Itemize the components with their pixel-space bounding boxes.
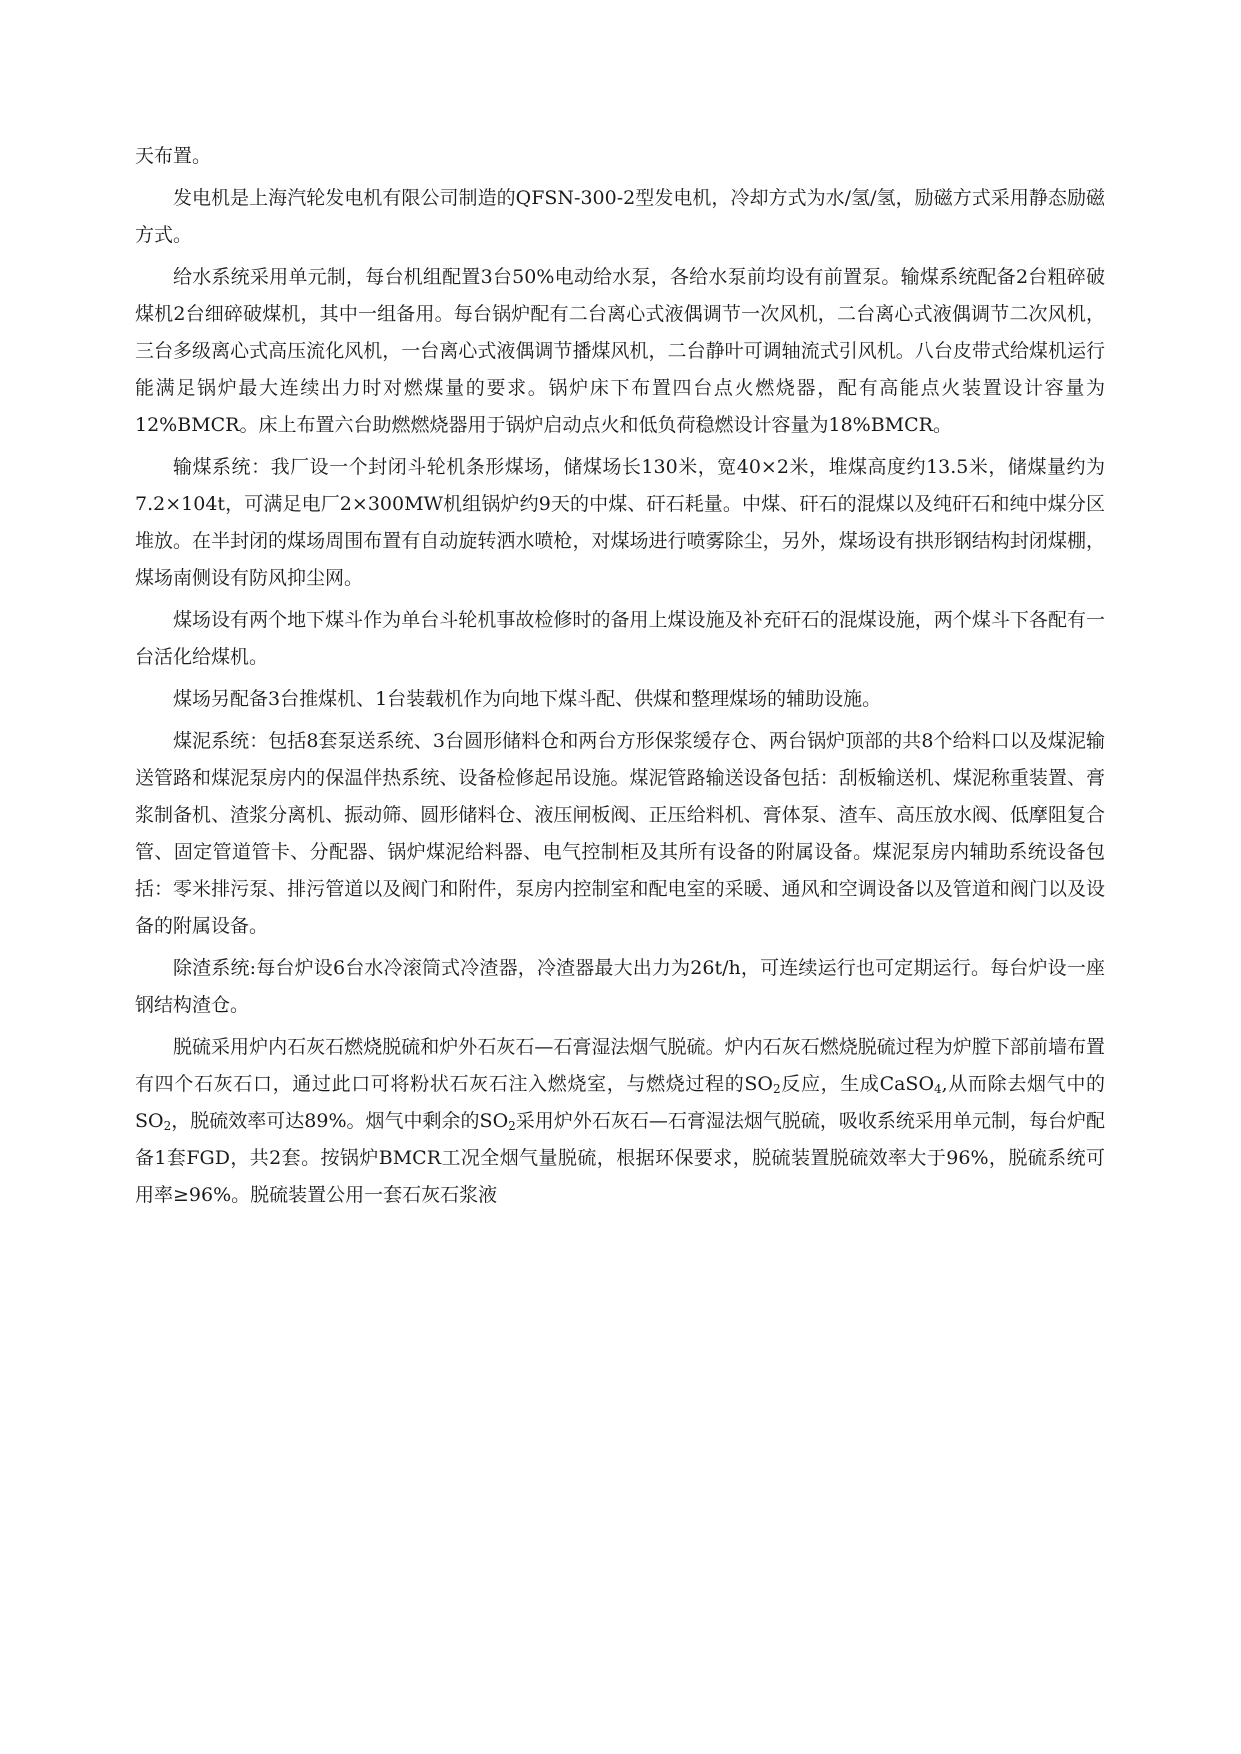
paragraph-continuation: 天布置。: [135, 145, 212, 167]
subscript-2: 2: [772, 1082, 781, 1096]
document-body: [135, 138, 1105, 1219]
subscript-2: 2: [508, 1119, 516, 1133]
paragraph-slime-system: 煤泥系统：包括8套泵送系统、3台圆形储料仓和两台方形保浆缓存仓、两台锅炉顶部的共8个给料口以及煤泥输送管路和煤泥泵房内的保温伴热系统、设备检修起吊设施。煤泥管路输送设备包括：刮板输送机、煤泥称重装置、膏浆制备机、渣浆分离机、振动筛、圆形储料仓、液压闸板阀、正压给料机、膏体泵、渣车、高压放水阀、低摩阻复合管、固定管道管卡、分配器、锅炉煤泥给料器、电气控制柜及其所有设备的附属设备。煤泥泵房内辅助系统设备包括：零米排污泵、排污管道以及阀门和附件，泵房内控制室和配电室的采暖、通风和空调设备以及管道和阀门以及设备的附属设备。: [135, 730, 1105, 937]
paragraph-coal-yard-equipment: 煤场另配备3台推煤机、1台装载机作为向地下煤斗配、供煤和整理煤场的辅助设施。: [173, 688, 882, 710]
paragraph-coal-conveying: 输煤系统：我厂设一个封闭斗轮机条形煤场，储煤场长130米，宽40×2米，堆煤高度约13.5米，储煤量约为7.2×104t，可满足电厂2×300MW机组锅炉约9天的中煤、矸石耗量。中煤、矸石的混煤以及纯矸石和纯中煤分区堆放。在半封闭的煤场周围布置有自动旋转洒水喷枪，对煤场进行喷雾除尘，另外，煤场设有拱形钢结构封闭煤棚，煤场南侧设有防风抑尘网。: [135, 456, 1105, 589]
subscript-4: 4: [934, 1082, 942, 1096]
paragraph-desulfurization: [135, 1029, 1105, 1214]
desulfurization-text-4: ，脱硫效率可达89%。烟气中剩余的SO: [171, 1110, 509, 1132]
paragraph-coal-hoppers: 煤场设有两个地下煤斗作为单台斗轮机事故检修时的备用上煤设施及补充矸石的混煤设施，两个煤斗下各配有一台活化给煤机。: [135, 609, 1105, 668]
paragraph-slag-removal: 除渣系统:每台炉设6台水冷滚筒式冷渣器，冷渣器最大出力为26t/h，可连续运行也可定期运行。每台炉设一座钢结构渣仓。: [135, 957, 1105, 1016]
desulfurization-text-2: 反应，生成CaSO: [780, 1073, 935, 1095]
subscript-2: 2: [163, 1119, 172, 1133]
desulfurization-text-3: ,从而除去烟气中的SO: [135, 1073, 1105, 1132]
paragraph-generator: 发电机是上海汽轮发电机有限公司制造的QFSN-300-2型发电机，冷却方式为水/氢/氢，励磁方式采用静态励磁方式。: [135, 187, 1105, 246]
desulfurization-text-5: 采用炉外石灰石—石膏湿法烟气脱硫，吸收系统采用单元制，每台炉配备1套FGD，共2套。按锅炉BMCR工况全烟气量脱硫，根据环保要求，脱硫装置脱硫效率大于96%，脱硫系统可用率≥96%。脱硫装置公用一套石灰石浆液: [135, 1110, 1105, 1206]
desulfurization-text-1: 脱硫采用炉内石灰石燃烧脱硫和炉外石灰石—石膏湿法烟气脱硫。炉内石灰石燃烧脱硫过程为炉膛下部前墙布置有四个石灰石口，通过此口可将粉状石灰石注入燃烧室，与燃烧过程的SO: [135, 1036, 1105, 1095]
paragraph-feedwater-system: 给水系统采用单元制，每台机组配置3台50%电动给水泵，各给水泵前均设有前置泵。输煤系统配备2台粗碎破煤机2台细碎破煤机，其中一组备用。每台锅炉配有二台离心式液偶调节一次风机，二台离心式液偶调节二次风机，三台多级离心式高压流化风机，一台离心式液偶调节播煤风机，二台静叶可调轴流式引风机。八台皮带式给煤机运行能满足锅炉最大连续出力时对燃煤量的要求。锅炉床下布置四台点火燃烧器，配有高能点火装置设计容量为12%BMCR。床上布置六台助燃燃烧器用于锅炉启动点火和低负荷稳燃设计容量为18%BMCR。: [135, 266, 1105, 436]
